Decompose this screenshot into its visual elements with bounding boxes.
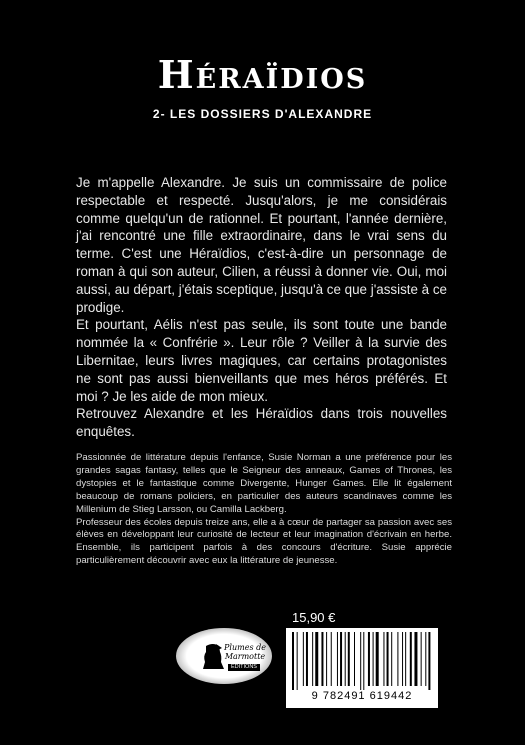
synopsis bbox=[76, 174, 447, 441]
isbn-barcode bbox=[286, 628, 438, 708]
book-title: Héraïdios bbox=[157, 52, 368, 97]
publisher-name-line1: Plumes de bbox=[224, 643, 266, 652]
isbn-number: 9 782491 619442 bbox=[311, 690, 413, 702]
author-bio bbox=[76, 452, 452, 568]
barcode-icon bbox=[292, 632, 432, 690]
bio-paragraph-2: Professeur des écoles depuis treize ans, elle a à cœur de partager sa passion avec ses élèves en développant leur curiosité de lecteur et leur imagination d'écrivain en herbe. Ensemble, ils participent parfois à des concours d'écriture. Susie apprécie particulièrement découvrir avec eux la littérature de jeunesse. bbox=[76, 516, 452, 567]
synopsis-paragraph-1: Je m'appelle Alexandre. Je suis un commissaire de police respectable et respecté. Jusqu'alors, je me considérais comme quelqu'un de rationnel. Et pourtant, l'année dernière, j'ai rencontré une fille extraordinaire, dans le vrai sens du terme. C'est une Héraïdios, c'est-à-dire un personnage de roman à qui son auteur, Cilien, a réussi à donner vie. Oui, moi aussi, au départ, j'étais sceptique, jusqu'à ce que j'assiste à ce prodige. bbox=[76, 175, 447, 315]
publisher-name-line2: Marmotte bbox=[224, 652, 266, 661]
publisher-name bbox=[220, 643, 270, 661]
publisher-badge: ÉDITIONS bbox=[228, 664, 260, 671]
publisher-logo bbox=[176, 628, 272, 684]
book-subtitle: 2- LES DOSSIERS D'ALEXANDRE bbox=[152, 107, 373, 121]
price-label: 15,90 € bbox=[292, 610, 336, 625]
synopsis-paragraph-3: Retrouvez Alexandre et les Héraïdios dans trois nouvelles enquêtes. bbox=[76, 406, 447, 440]
bio-paragraph-1: Passionnée de littérature depuis l'enfance, Susie Norman a une préférence pour les grandes sagas fantasy, telles que le Seigneur des anneaux, Games of Thrones, les dystopies et le fantastique comme Divergente, Hunger Games. Elle lit également beaucoup de romans policiers, en particulier des auteurs scandinaves comme les Millenium de Stieg Larsson, ou Camilla Lackberg. bbox=[76, 452, 452, 515]
synopsis-paragraph-2: Et pourtant, Aélis n'est pas seule, ils sont toute une bande nommée la « Confrérie ». Leur rôle ? Veiller à la survie des Libernitae, leurs livres magiques, car certains protagonistes ne sont pas aussi bienveillants que mes héros préférés. Et moi ? Je les aide de mon mieux. bbox=[76, 317, 447, 404]
